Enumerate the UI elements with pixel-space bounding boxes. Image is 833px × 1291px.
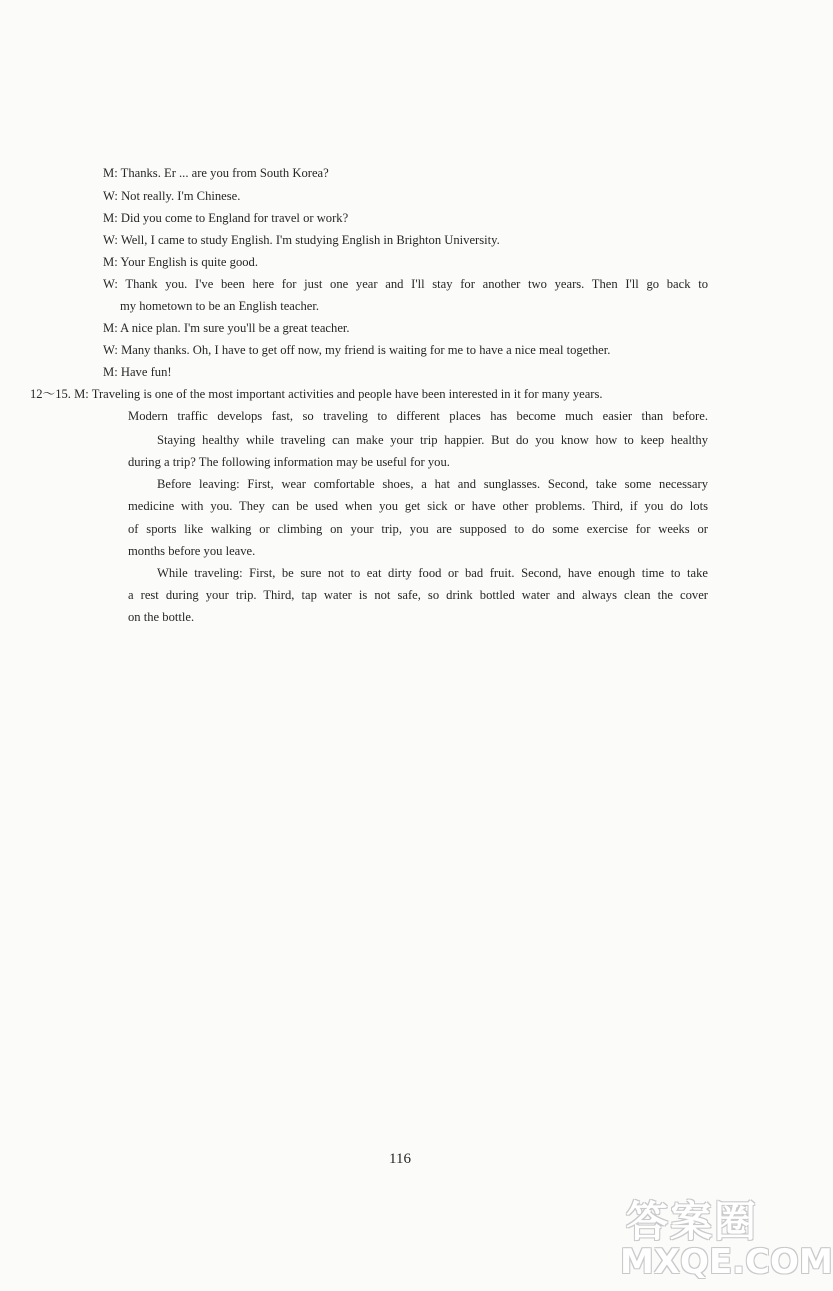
dialogue-line — [103, 320, 708, 336]
passage-line: Before leaving: First, wear comfortable shoes, a hat and sunglasses. Second, take some necessary — [157, 477, 708, 491]
dialogue-line — [103, 276, 708, 292]
passage-line: Modern traffic develops fast, so traveling to different places has become much easier than before. — [128, 409, 708, 423]
speaker-label: W: — [103, 233, 118, 247]
dialogue-text: Your English is quite good. — [120, 255, 259, 269]
speaker-label: M: — [103, 166, 118, 180]
dialogue-text: Did you come to England for travel or work? — [120, 211, 349, 225]
dialogue-line — [103, 232, 708, 248]
dialogue-line — [103, 210, 708, 226]
speaker-label: W: — [103, 277, 118, 291]
dialogue-line — [103, 165, 708, 181]
passage-line: during a trip? The following information may be useful for you. — [128, 455, 450, 469]
dialogue-text: Not really. I'm Chinese. — [121, 189, 241, 203]
passage-line: While traveling: First, be sure not to eat dirty food or bad fruit. Second, have enough time to take — [157, 566, 708, 580]
passage-first-line — [30, 386, 715, 402]
speaker-label: M: — [103, 365, 118, 379]
dialogue-line — [103, 188, 708, 204]
question-number: 12～15. M: — [30, 387, 89, 401]
page-number: 116 — [389, 1151, 411, 1167]
speaker-label: W: — [103, 343, 118, 357]
dialogue-continuation: my hometown to be an English teacher. — [120, 299, 320, 313]
passage-line: Staying healthy while traveling can make your trip happier. But do you know how to keep healthy — [157, 433, 708, 447]
passage-line: on the bottle. — [128, 610, 195, 624]
passage-text: Traveling is one of the most important activities and people have been interested in it for many years. — [91, 387, 603, 401]
dialogue-text: Thanks. Er ... are you from South Korea? — [120, 166, 329, 180]
dialogue-text: Have fun! — [120, 365, 172, 379]
dialogue-text: Well, I came to study English. I'm studying English in Brighton University. — [120, 233, 500, 247]
watermark-chinese: 答案圈 — [626, 1197, 759, 1246]
dialogue-text: Thank you. I've been here for just one year and I'll stay for another two years. Then I'll go back to — [125, 277, 709, 291]
dialogue-line — [103, 364, 708, 380]
watermark-url: MXQE.COM — [620, 1242, 833, 1282]
speaker-label: M: — [103, 211, 118, 225]
passage-line: medicine with you. They can be used when you get sick or have other problems. Third, if you do lots — [128, 499, 708, 513]
watermark-logo — [606, 1197, 833, 1282]
dialogue-text: A nice plan. I'm sure you'll be a great teacher. — [120, 321, 350, 335]
passage-line: months before you leave. — [128, 544, 256, 558]
dialogue-text: Many thanks. Oh, I have to get off now, my friend is waiting for me to have a nice meal together. — [121, 343, 611, 357]
speaker-label: M: — [103, 321, 118, 335]
passage-line: a rest during your trip. Third, tap water is not safe, so drink bottled water and always clean the cover — [128, 588, 708, 602]
passage-line: of sports like walking or climbing on your trip, you are supposed to do some exercise for weeks or — [128, 522, 708, 536]
speaker-label: W: — [103, 189, 118, 203]
speaker-label: M: — [103, 255, 118, 269]
dialogue-line — [103, 254, 708, 270]
dialogue-line — [103, 342, 708, 358]
